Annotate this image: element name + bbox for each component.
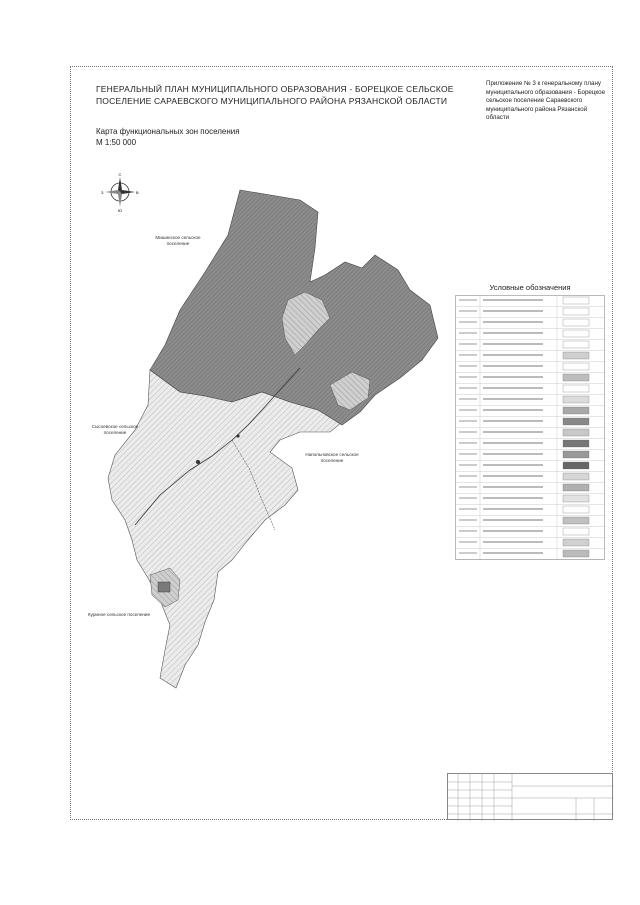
zone-agricultural-south — [108, 370, 342, 688]
legend-code-placeholder — [459, 321, 477, 323]
legend-row — [455, 374, 605, 384]
legend-code-placeholder — [459, 310, 477, 312]
legend-swatch — [563, 363, 589, 370]
legend-swatch — [563, 462, 589, 469]
village-marker — [196, 460, 200, 464]
legend-code-placeholder — [459, 497, 477, 499]
legend-code-placeholder — [459, 486, 477, 488]
legend-row — [455, 462, 605, 472]
legend-code-placeholder — [459, 530, 477, 532]
legend-row — [455, 495, 605, 505]
legend-text-placeholder — [483, 453, 543, 455]
legend-text-placeholder — [483, 354, 543, 356]
legend-swatch — [563, 385, 589, 392]
legend-text-placeholder — [483, 497, 543, 499]
legend-swatch — [563, 506, 589, 513]
legend-row — [455, 528, 605, 538]
legend-row — [455, 473, 605, 483]
legend-swatch — [563, 341, 589, 348]
legend-swatch — [563, 528, 589, 535]
legend-swatch — [563, 451, 589, 458]
legend-swatch — [563, 308, 589, 315]
legend-swatch — [563, 418, 589, 425]
legend-row — [455, 407, 605, 417]
legend-text-placeholder — [483, 376, 543, 378]
legend-text-placeholder — [483, 464, 543, 466]
legend-text-placeholder — [483, 552, 543, 554]
legend-table — [455, 295, 605, 563]
legend-text-placeholder — [483, 409, 543, 411]
legend-swatch — [563, 396, 589, 403]
legend-code-placeholder — [459, 343, 477, 345]
map-legend — [455, 283, 605, 568]
legend-text-placeholder — [483, 398, 543, 400]
map-name: Карта функциональных зон поселения — [96, 127, 240, 136]
legend-code-placeholder — [459, 508, 477, 510]
compass-east-label: В — [136, 190, 139, 195]
stamp-grid — [448, 774, 614, 821]
legend-row — [455, 385, 605, 395]
legend-code-placeholder — [459, 453, 477, 455]
compass-south-label: Ю — [117, 208, 123, 212]
legend-text-placeholder — [483, 299, 543, 301]
legend-swatch — [563, 352, 589, 359]
legend-text-placeholder — [483, 508, 543, 510]
settlement-block — [158, 582, 170, 592]
legend-swatch — [563, 473, 589, 480]
legend-text-placeholder — [483, 332, 543, 334]
legend-title: Условные обозначения — [489, 283, 571, 292]
village-marker-2 — [236, 434, 239, 437]
legend-code-placeholder — [459, 475, 477, 477]
neighbor-label-sw: Куриное сельское поселение — [87, 612, 151, 617]
legend-swatch — [563, 539, 589, 546]
legend-row — [455, 396, 605, 406]
legend-row — [455, 352, 605, 362]
legend-row — [455, 451, 605, 461]
legend-row — [455, 319, 605, 329]
legend-text-placeholder — [483, 486, 543, 488]
legend-code-placeholder — [459, 420, 477, 422]
legend-text-placeholder — [483, 321, 543, 323]
legend-text-placeholder — [483, 431, 543, 433]
title-block-stamp — [447, 773, 613, 820]
legend-text-placeholder — [483, 420, 543, 422]
legend-code-placeholder — [459, 442, 477, 444]
legend-text-placeholder — [483, 519, 543, 521]
legend-row — [455, 429, 605, 439]
legend-row — [455, 539, 605, 549]
legend-code-placeholder — [459, 398, 477, 400]
legend-text-placeholder — [483, 530, 543, 532]
neighbor-label-w: Сысоевское сельское поселение — [91, 424, 139, 435]
appendix-note: Приложение № 3 к генеральному плану муниципального образования - Борецкое сельское поселение Сараевского муниципального района Рязанской области — [486, 80, 606, 121]
legend-swatch — [563, 407, 589, 414]
map-scale: М 1:50 000 — [96, 138, 137, 147]
legend-text-placeholder — [483, 442, 543, 444]
legend-swatch — [563, 440, 589, 447]
legend-swatch — [563, 319, 589, 326]
legend-text-placeholder — [483, 475, 543, 477]
legend-row — [455, 308, 605, 318]
legend-row — [455, 297, 605, 307]
neighbor-label-e: Напольновское сельское поселение — [305, 452, 359, 463]
legend-row — [455, 484, 605, 494]
legend-row — [455, 506, 605, 516]
legend-swatch — [563, 495, 589, 502]
legend-row — [455, 418, 605, 428]
legend-code-placeholder — [459, 354, 477, 356]
legend-row — [455, 517, 605, 527]
legend-swatch — [563, 374, 589, 381]
legend-swatch — [563, 517, 589, 524]
legend-row — [455, 363, 605, 373]
map-title: ГЕНЕРАЛЬНЫЙ ПЛАН МУНИЦИПАЛЬНОГО ОБРАЗОВАНИЯ - БОРЕЦКОЕ СЕЛЬСКОЕ ПОСЕЛЕНИЕ САРАЕВСКОГО МУНИЦИПАЛЬНОГО РАЙОНА РЯЗАНСКОЙ ОБЛАСТИ — [96, 84, 454, 106]
legend-code-placeholder — [459, 365, 477, 367]
compass-north-label: С — [118, 172, 122, 177]
legend-text-placeholder — [483, 541, 543, 543]
legend-code-placeholder — [459, 376, 477, 378]
legend-text-placeholder — [483, 310, 543, 312]
legend-swatch — [563, 297, 589, 304]
legend-text-placeholder — [483, 365, 543, 367]
legend-swatch — [563, 550, 589, 557]
legend-swatch — [563, 429, 589, 436]
legend-row — [455, 341, 605, 351]
legend-swatch — [563, 330, 589, 337]
legend-code-placeholder — [459, 519, 477, 521]
legend-text-placeholder — [483, 343, 543, 345]
legend-code-placeholder — [459, 332, 477, 334]
legend-code-placeholder — [459, 409, 477, 411]
legend-code-placeholder — [459, 387, 477, 389]
legend-code-placeholder — [459, 552, 477, 554]
legend-swatch — [563, 484, 589, 491]
legend-code-placeholder — [459, 299, 477, 301]
legend-text-placeholder — [483, 387, 543, 389]
neighbor-label-nw: Мишинское сельское поселение — [155, 235, 201, 246]
legend-code-placeholder — [459, 464, 477, 466]
legend-code-placeholder — [459, 541, 477, 543]
compass-west-label: З — [101, 190, 104, 195]
legend-row — [455, 440, 605, 450]
legend-row — [455, 330, 605, 340]
legend-code-placeholder — [459, 431, 477, 433]
legend-row — [455, 550, 605, 560]
